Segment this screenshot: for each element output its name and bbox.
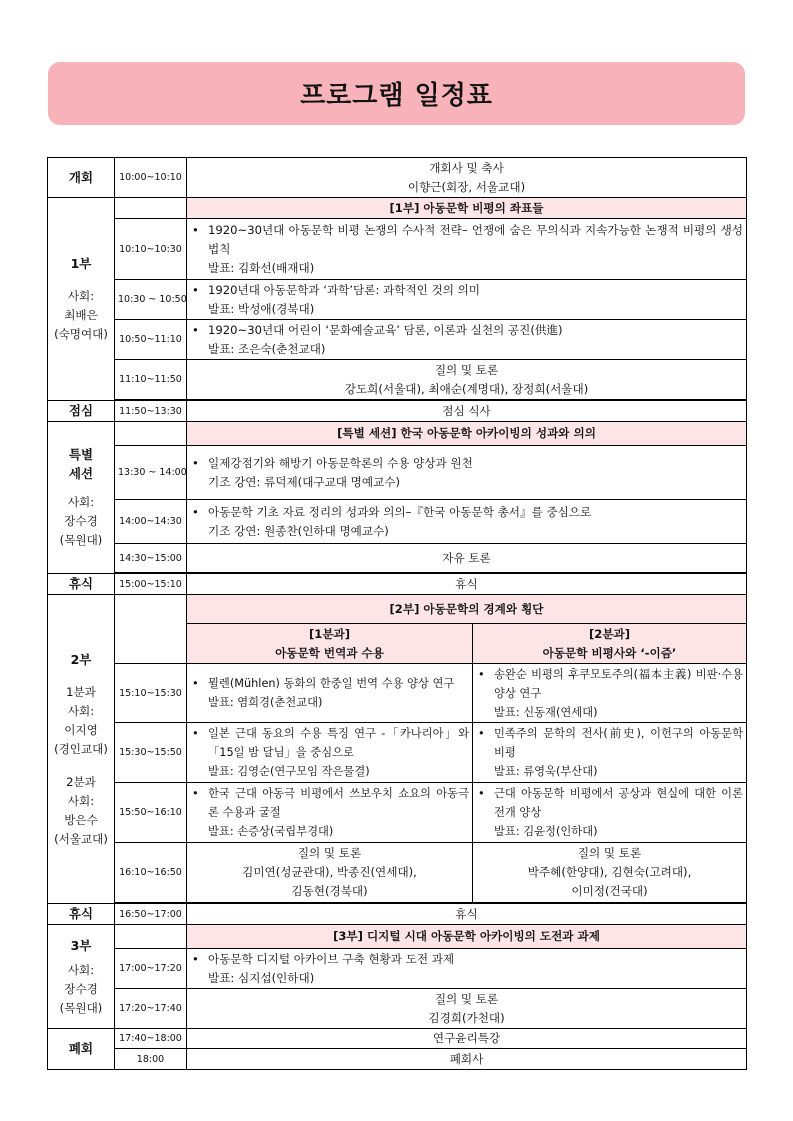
part2-qa-right-line2: 이미정(건국대) (571, 884, 648, 898)
part1-item2 (187, 280, 747, 320)
part2-sub2-title: 아동문학 비평사와 ‘-이즘’ (542, 645, 677, 660)
part2-slot2-right-presenter: 발표: 류영욱(부산대) (494, 765, 598, 778)
part1-qa-time: 11:10~11:50 (115, 360, 187, 400)
special-item1-title: • 일제강점기와 해방기 아동문학론의 수용 양상과 원천 (190, 454, 743, 473)
lunch-time: 11:50~13:30 (115, 401, 187, 422)
part3-header-time (115, 925, 187, 949)
special-free-row (48, 544, 747, 573)
closing-close-text: 폐회사 (187, 1049, 747, 1070)
special-item-row (48, 500, 747, 544)
part1-item3 (187, 320, 747, 360)
part1-header-time (115, 198, 187, 219)
part2-slot1-left-presenter: 발표: 염희경(춘천교대) (208, 696, 323, 709)
closing-row (48, 1029, 747, 1049)
part3-header: [3부] 디지털 시대 아동문학 아카이빙의 도전과 과제 (187, 925, 747, 949)
part1-item1-presenter: 발표: 김화선(배재대) (208, 260, 315, 275)
part2-chair2-c: 방은수 (64, 812, 98, 827)
part1-chair-name: 최배은 (64, 308, 98, 322)
special-chair-affil: (목원대) (59, 533, 103, 547)
part2-slot1-left (187, 664, 473, 723)
special-item1-time: 13:30 ~ 14:00 (115, 446, 187, 500)
break2-label: 휴식 (68, 906, 94, 921)
part3-qa-row (48, 989, 747, 1029)
opening-label-cell (48, 158, 115, 198)
closing-ethics-time: 17:40~18:00 (115, 1029, 187, 1049)
part1-qa-names: 강도희(서울대), 최애순(계명대), 장정희(서울대) (344, 381, 589, 396)
part2-slot2-right-title: • 민족주의 문학의 전사(前史), 이헌구의 아동문학 비평 (476, 724, 743, 762)
break1-label-cell (48, 574, 115, 595)
special-item2-title: • 아동문학 기초 자료 정리의 성과와 의의–『한국 아동문학 총서』를 중심으로 (190, 503, 743, 522)
part1-item2-title: • 1920년대 아동문학과 ‘과학’담론: 과학적인 것의 의미 (190, 281, 743, 300)
part2-qa-left-line2: 김동현(경북대) (291, 884, 368, 898)
opening-content (187, 158, 747, 198)
part2-qa-right-title: 질의 및 토론 (577, 846, 642, 860)
part2-slot1-time: 15:10~15:30 (115, 664, 187, 723)
break2-row (48, 904, 747, 925)
part2-label: 2부 (70, 651, 92, 667)
page-title: 프로그램 일정표 (300, 81, 493, 111)
closing-label: 폐회 (68, 1041, 94, 1056)
spacer (51, 483, 111, 493)
part1-item1-time: 10:10~10:30 (115, 219, 187, 280)
part2-slot-row (48, 664, 747, 723)
special-chair-label: 사회: (67, 495, 95, 509)
part1-item1 (187, 219, 747, 280)
part1-item2-presenter: 발표: 박성애(경북대) (208, 301, 315, 316)
part3-item-time: 17:00~17:20 (115, 949, 187, 989)
special-item2 (187, 500, 747, 544)
part1-qa-title: 질의 및 토론 (434, 362, 499, 377)
opening-line1: 개회사 및 축사 (429, 160, 504, 175)
part2-chair1-b: 사회: (67, 703, 95, 718)
part2-slot2-left (187, 723, 473, 783)
part3-chair-label: 사회: (67, 962, 95, 977)
title-banner (48, 62, 745, 125)
special-header-row (48, 422, 747, 446)
closing-row (48, 1049, 747, 1070)
break1-label: 휴식 (68, 576, 94, 591)
part2-chair2-b: 사회: (67, 793, 95, 808)
part1-item1-title: • 1920~30년대 아동문학 비평 논쟁의 수사적 전략– 언쟁에 숨은 무의식과 지속가능한 논쟁적 비평의 생성 법칙 (190, 221, 743, 259)
part3-chair-affil: (목원대) (59, 1000, 103, 1015)
part2-slot-row (48, 783, 747, 843)
part2-slot3-right-presenter: 발표: 김윤정(인하대) (494, 825, 598, 838)
spacer (51, 759, 111, 773)
part2-slot-row (48, 723, 747, 783)
part2-slot3-left-title: • 한국 근대 아동극 비평에서 쓰보우치 쇼요의 아동극론 수용과 굴절 (190, 784, 469, 822)
special-item1-presenter: 기조 강연: 류덕제(대구교대 명예교수) (208, 474, 401, 489)
special-item1 (187, 446, 747, 500)
part2-qa-left (187, 843, 473, 903)
part2-slot3-left-presenter: 발표: 손증상(국립부경대) (208, 825, 334, 838)
closing-ethics-text: 연구윤리특강 (187, 1029, 747, 1049)
special-label1: 특별 (68, 447, 94, 462)
part2-qa-row (48, 843, 747, 903)
part1-item2-time: 10:30 ~ 10:50 (115, 280, 187, 320)
part3-header-row (48, 925, 747, 949)
part1-item3-time: 10:50~11:10 (115, 320, 187, 360)
part2-slot3-left (187, 783, 473, 843)
lunch-text: 점심 식사 (187, 401, 747, 422)
part2-slot2-left-title: • 일본 근대 동요의 수용 특징 연구 -「카나리아」와「15일 밤 달님」을 중심으로 (190, 724, 469, 762)
part1-label: 1부 (70, 256, 92, 271)
part2-qa-left-title: 질의 및 토론 (297, 846, 362, 860)
special-free-time: 14:30~15:00 (115, 544, 187, 573)
part1-item-row (48, 280, 747, 320)
schedule-table (47, 157, 747, 1070)
closing-label-cell (48, 1029, 115, 1070)
break1-time: 15:00~15:10 (115, 574, 187, 595)
special-item2-presenter: 기조 강연: 원종찬(인하대 명예교수) (208, 523, 389, 538)
part2-label-cell (48, 595, 115, 904)
lunch-label-cell (48, 401, 115, 422)
part2-slot2-time: 15:30~15:50 (115, 723, 187, 783)
part3-item (187, 949, 747, 989)
part2-sub2 (473, 624, 747, 664)
special-label2: 세션 (68, 466, 94, 481)
part2-chair2-d: (서울교대) (54, 831, 108, 846)
break1-text: 휴식 (187, 574, 747, 595)
part1-item-row (48, 320, 747, 360)
opening-time: 10:00~10:10 (115, 158, 187, 198)
part1-chair-affil: (숙명여대) (54, 327, 108, 341)
part3-qa-time: 17:20~17:40 (115, 989, 187, 1029)
part2-sub1-tag: [1분과] (308, 626, 351, 641)
part1-item3-title: • 1920~30년대 어린이 ‘문화예술교육’ 담론, 이론과 실천의 공진(供進) (190, 321, 743, 340)
part3-qa (187, 989, 747, 1029)
part2-qa-right (473, 843, 747, 903)
part2-sub2-tag: [2분과] (588, 626, 631, 641)
part3-label-cell (48, 925, 115, 1029)
part3-item-presenter: 발표: 심지섭(인하대) (208, 970, 315, 985)
part2-chair1-c: 이지영 (64, 722, 98, 737)
part2-qa-right-line1: 박주혜(한양대), 김현숙(고려대), (527, 865, 692, 879)
opening-label: 개회 (68, 169, 94, 185)
part2-slot1-left-title: • 뮐렌(Mühlen) 동화의 한중일 번역 수용 양상 연구 (190, 674, 469, 693)
part2-slot3-time: 15:50~16:10 (115, 783, 187, 843)
part3-label: 3부 (70, 937, 92, 953)
break2-label-cell (48, 904, 115, 925)
special-header: [특별 세션] 한국 아동문학 아카이빙의 성과와 의의 (187, 422, 747, 446)
part2-header-row (48, 595, 747, 624)
part3-item-row (48, 949, 747, 989)
special-item-row (48, 446, 747, 500)
part1-header: [1부] 아동문학 비평의 좌표들 (187, 198, 747, 219)
part2-slot3-right-title: • 근대 아동문학 비평에서 공상과 현실에 대한 이론 전개 양상 (476, 784, 743, 822)
part2-header: [2부] 아동문학의 경계와 횡단 (187, 595, 747, 624)
part3-qa-names: 김경희(가천대) (428, 1010, 505, 1025)
special-chair-name: 장수경 (64, 514, 98, 528)
break2-text: 휴식 (187, 904, 747, 925)
part2-slot2-right (473, 723, 747, 783)
break1-row (48, 574, 747, 595)
lunch-row (48, 401, 747, 422)
spacer (51, 273, 111, 287)
part2-slot1-right (473, 664, 747, 723)
closing-close-time: 18:00 (115, 1049, 187, 1070)
part3-qa-title: 질의 및 토론 (434, 991, 499, 1006)
part1-label-cell (48, 198, 115, 401)
part2-chair1-a: 1분과 (66, 684, 96, 699)
lunch-label: 점심 (68, 403, 94, 418)
part2-slot3-right (473, 783, 747, 843)
special-free-text: 자유 토론 (187, 544, 747, 573)
part2-qa-left-line1: 김미연(성균관대), 박종진(연세대), (242, 865, 417, 879)
special-header-time (115, 422, 187, 446)
part2-chair2-a: 2분과 (66, 774, 96, 789)
opening-line2: 이향근(회장, 서울교대) (407, 179, 526, 194)
part2-slot1-right-title: • 송완순 비평의 후쿠모토주의(福本主義) 비판·수용 양상 연구 (476, 665, 743, 703)
part2-sub1 (187, 624, 473, 664)
part1-qa (187, 360, 747, 400)
part2-slot1-right-presenter: 발표: 신동재(연세대) (494, 705, 598, 719)
part2-sub1-title: 아동문학 번역과 수용 (275, 645, 384, 660)
special-item2-time: 14:00~14:30 (115, 500, 187, 544)
part2-slot2-left-presenter: 발표: 김영순(연구모임 작은물결) (208, 765, 370, 778)
opening-row (48, 158, 747, 198)
part2-header-time (115, 595, 187, 664)
part2-qa-time: 16:10~16:50 (115, 843, 187, 903)
special-label-cell (48, 422, 115, 574)
part1-header-row (48, 198, 747, 219)
part1-item-row (48, 219, 747, 280)
break2-time: 16:50~17:00 (115, 904, 187, 925)
part3-chair-name: 장수경 (64, 981, 98, 996)
part2-chair1-d: (경인교대) (54, 741, 108, 756)
part1-item3-presenter: 발표: 조은숙(춘천교대) (208, 341, 326, 356)
part3-item-title: • 아동문학 디지털 아카이브 구축 현황과 도전 과제 (190, 950, 743, 969)
part1-chair-label: 사회: (67, 289, 95, 303)
part1-qa-row (48, 360, 747, 400)
spacer (51, 669, 111, 683)
